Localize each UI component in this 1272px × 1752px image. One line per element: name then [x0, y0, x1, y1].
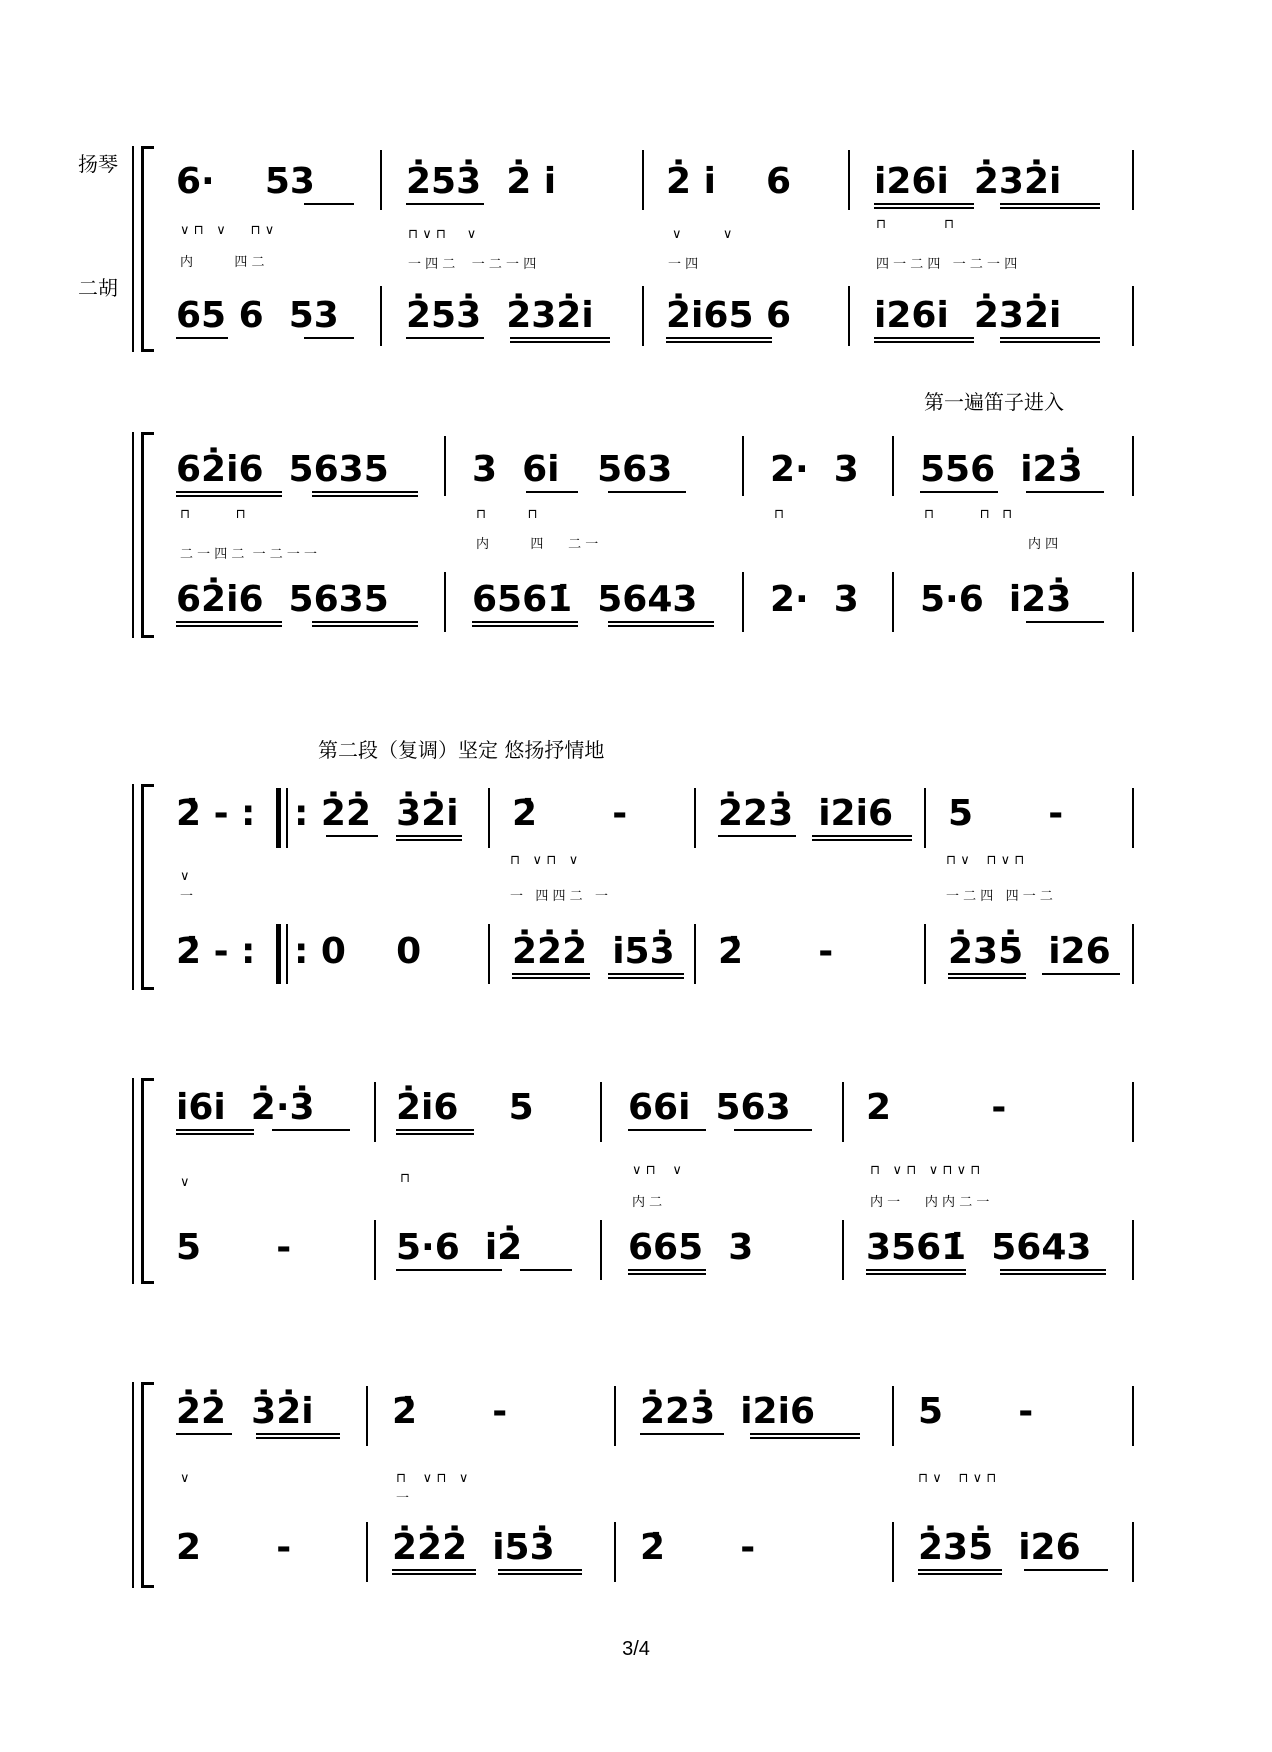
- bowing-marks: ⊓ ∨ ⊓ ∨: [510, 853, 579, 868]
- barline: [1132, 436, 1134, 496]
- bowing-marks: ⊓ ∨ ⊓ ∨: [408, 227, 477, 242]
- bowing-marks: ⊓ ∨ ⊓ ∨: [396, 1471, 469, 1486]
- barline: [842, 1220, 844, 1280]
- yangqin-measure: 6· 53: [176, 161, 315, 202]
- bowing-marks: ∨ ⊓ ∨: [632, 1163, 682, 1178]
- yangqin-measure: : 2̇2̇ 3̇2̇i̇: [294, 793, 459, 834]
- barline: [1132, 788, 1134, 848]
- system-brace: [141, 1078, 154, 1284]
- yangqin-measure: 5 -: [918, 1391, 1034, 1432]
- barline: [642, 286, 644, 346]
- barline: [742, 572, 744, 632]
- fingering-marks: 内 一 内 内 二 一: [870, 1195, 990, 1210]
- page-number: 3/4: [622, 1638, 650, 1660]
- yangqin-measure: 2̇ -: [512, 793, 628, 834]
- barline: [366, 1386, 368, 1446]
- erhu-measure: 65 6 53: [176, 295, 339, 336]
- erhu-measure: 6561̇ 5643: [472, 579, 698, 620]
- bowing-marks: ⊓ ⊓: [180, 507, 246, 522]
- yangqin-measure: 556 i̇23̇: [920, 449, 1083, 490]
- yangqin-measure: 3 6i̇ 563: [472, 449, 673, 490]
- yangqin-measure: 2· 3: [770, 449, 859, 490]
- erhu-measure: 2̇2̇2̇ i̇53̇: [512, 931, 675, 972]
- yangqin-measure: 2̇ i̇ 6: [666, 161, 792, 202]
- erhu-measure: 2̇ -: [640, 1527, 756, 1568]
- erhu-measure: 5 -: [176, 1227, 292, 1268]
- barline: [366, 1522, 368, 1582]
- yangqin-measure: 2̇ -: [392, 1391, 508, 1432]
- fingering-marks: 内 四 二 一: [476, 537, 599, 552]
- erhu-measure: 62̇i6 5635: [176, 579, 389, 620]
- barline: [1132, 1386, 1134, 1446]
- fingering-marks: 四 一 二 四 一 二 一 四: [876, 257, 1018, 272]
- bowing-marks: ⊓ ∨ ⊓ ∨ ⊓: [918, 1471, 997, 1486]
- barline: [892, 436, 894, 496]
- barline: [892, 572, 894, 632]
- barline: [614, 1522, 616, 1582]
- yangqin-measure: 2̇ - :: [176, 793, 256, 834]
- yangqin-measure: 2̇53̇ 2̇ i̇: [406, 161, 557, 202]
- erhu-measure: 2̇35̇ i̇26: [918, 1527, 1081, 1568]
- system-brace: [141, 432, 154, 638]
- fingering-marks: 一 二 四 四 一 二: [946, 889, 1053, 904]
- barline: [1132, 924, 1134, 984]
- barline: [848, 286, 850, 346]
- barline: [694, 788, 696, 848]
- bowing-marks: ∨ ∨: [672, 227, 733, 242]
- yangqin-measure: 2̇2̇ 3̇2̇i̇: [176, 1391, 314, 1432]
- fingering-marks: 二 一 四 二 一 二 一 一: [180, 547, 318, 562]
- barline: [1132, 572, 1134, 632]
- barline: [694, 924, 696, 984]
- yangqin-measure: 66i̇ 563: [628, 1087, 791, 1128]
- barline: [892, 1386, 894, 1446]
- barline: [614, 1386, 616, 1446]
- erhu-measure: 5·6 i̇2̇: [396, 1227, 523, 1268]
- fingering-marks: 内 四 二: [180, 255, 265, 270]
- erhu-measure: 2 -: [176, 1527, 292, 1568]
- erhu-measure: 5·6 i̇23̇: [920, 579, 1072, 620]
- barline: [444, 436, 446, 496]
- fingering-marks: 一: [180, 889, 194, 904]
- erhu-measure: 2̇35̇ i̇26: [948, 931, 1111, 972]
- system-brace: [141, 146, 154, 352]
- barline: [1132, 1220, 1134, 1280]
- erhu-measure: i̇26i̇ 2̇32̇i̇: [874, 295, 1062, 336]
- erhu-measure: 2̇ - :: [176, 931, 256, 972]
- yangqin-measure: 2̇23̇ i̇2i6: [640, 1391, 815, 1432]
- yangqin-measure: 2̇i6 5: [396, 1087, 534, 1128]
- yangqin-measure: 2 -: [866, 1087, 1007, 1128]
- barline: [1132, 286, 1134, 346]
- yangqin-measure: i̇26i̇ 2̇32̇i̇: [874, 161, 1062, 202]
- erhu-measure: 2· 3: [770, 579, 859, 620]
- barline: [488, 788, 490, 848]
- yangqin-measure: 5 -: [948, 793, 1064, 834]
- barline: [374, 1220, 376, 1280]
- erhu-measure: 2̇i65 6: [666, 295, 792, 336]
- barline: [1132, 1082, 1134, 1142]
- bowing-marks: ⊓ ∨ ⊓ ∨ ⊓: [946, 853, 1025, 868]
- barline: [488, 924, 490, 984]
- barline: [1132, 150, 1134, 210]
- bowing-marks: ∨: [180, 869, 190, 884]
- bowing-marks: ∨: [180, 1471, 190, 1486]
- yangqin-measure: 2̇23̇ i̇2i6: [718, 793, 893, 834]
- erhu-measure: 2̇53̇ 2̇32̇i̇: [406, 295, 594, 336]
- fingering-marks: 一 四: [668, 257, 699, 272]
- barline: [286, 924, 288, 984]
- system-brace: [141, 784, 154, 990]
- section-two-annotation: 第二段（复调）坚定 悠扬抒情地: [318, 738, 605, 762]
- barline: [924, 924, 926, 984]
- bowing-marks: ∨ ⊓ ∨ ⊓ ∨: [180, 223, 275, 238]
- system-brace: [141, 1382, 154, 1588]
- barline: [924, 788, 926, 848]
- repeat-barline: [276, 788, 281, 848]
- barline: [380, 286, 382, 346]
- bowing-marks: ⊓ ⊓ ⊓: [924, 507, 1013, 522]
- barline: [742, 436, 744, 496]
- fingering-marks: 一 四 四 二 一: [510, 889, 609, 904]
- erhu-measure: 3561̇ 5643: [866, 1227, 1092, 1268]
- barline: [842, 1082, 844, 1142]
- barline: [642, 150, 644, 210]
- barline: [848, 150, 850, 210]
- bowing-marks: ⊓ ⊓: [876, 217, 955, 232]
- flute-entry-annotation: 第一遍笛子进入: [924, 390, 1064, 414]
- repeat-barline: [276, 924, 281, 984]
- fingering-marks: 内 四: [1028, 537, 1059, 552]
- instrument-label-yangqin: 扬琴: [78, 152, 118, 176]
- bowing-marks: ⊓ ⊓: [476, 507, 538, 522]
- barline: [600, 1220, 602, 1280]
- barline: [380, 150, 382, 210]
- bowing-marks: ⊓: [400, 1171, 411, 1186]
- instrument-label-erhu: 二胡: [78, 276, 118, 300]
- erhu-measure: 2̇2̇2̇ i̇53̇: [392, 1527, 555, 1568]
- erhu-measure: 2̇ -: [718, 931, 834, 972]
- fingering-marks: 一: [396, 1491, 410, 1506]
- yangqin-measure: i̇6i̇ 2̇·3̇: [176, 1087, 315, 1128]
- fingering-marks: 一 四 二 一 二 一 四: [408, 257, 537, 272]
- barline: [374, 1082, 376, 1142]
- barline: [444, 572, 446, 632]
- yangqin-measure: 62̇i6 5635: [176, 449, 389, 490]
- fingering-marks: 内 二: [632, 1195, 663, 1210]
- bowing-marks: ∨: [180, 1175, 190, 1190]
- erhu-measure: : 0 0: [294, 931, 422, 972]
- barline: [1132, 1522, 1134, 1582]
- barline: [892, 1522, 894, 1582]
- erhu-measure: 665 3: [628, 1227, 754, 1268]
- barline: [286, 788, 288, 848]
- bowing-marks: ⊓: [774, 507, 785, 522]
- barline: [600, 1082, 602, 1142]
- bowing-marks: ⊓ ∨ ⊓ ∨ ⊓ ∨ ⊓: [870, 1163, 981, 1178]
